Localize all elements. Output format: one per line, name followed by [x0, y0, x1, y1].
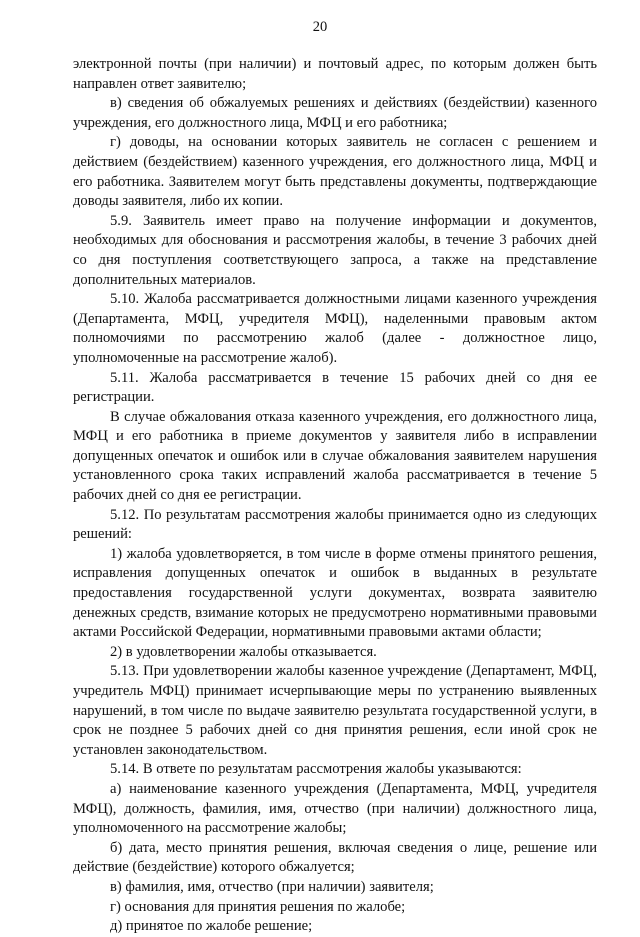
- paragraph-answer-g: г) основания для принятия решения по жалобе;: [110, 898, 406, 915]
- paragraph-5-10: 5.10. Жалоба рассматривается должностными лицами казенного учреждения (Департамента, МФЦ, учредителя МФЦ), наделенными правовым актом полномочиями по рассмотрению жалоб (далее - должностное лицо, уполномоченные на рассмотрение жалоб).: [73, 291, 597, 366]
- document-body: [73, 55, 597, 937]
- paragraph-answer-b: б) дата, место принятия решения, включая сведения о лице, решение или действие (бездействие) которого обжалуется;: [73, 839, 597, 876]
- paragraph-answer-v: в) фамилия, имя, отчество (при наличии) заявителя;: [110, 878, 434, 895]
- paragraph-5-12: 5.12. По результатам рассмотрения жалобы принимается одно из следующих решений:: [73, 506, 597, 543]
- paragraph-contact-continuation: электронной почты (при наличии) и почтовый адрес, по которым должен быть направлен ответ заявителю;: [73, 56, 597, 92]
- paragraph-answer-d: д) принятое по жалобе решение;: [110, 918, 313, 935]
- paragraph-5-13: 5.13. При удовлетворении жалобы казенное учреждение (Департамент, МФЦ, учредитель МФЦ) принимает исчерпывающие меры по устранению выявленных нарушений, в том числе по выдаче заявителю результата государственной услуги, в срок не позднее 5 рабочих дней со дня принятия решения, если иной срок не установлен законодательством.: [73, 663, 597, 758]
- paragraph-decision-2: 2) в удовлетворении жалобы отказывается.: [110, 643, 377, 660]
- paragraph-5-14: 5.14. В ответе по результатам рассмотрения жалобы указываются:: [110, 761, 522, 778]
- paragraph-item-v: в) сведения об обжалуемых решениях и действиях (бездействии) казенного учреждения, его должностного лица, МФЦ и его работника;: [73, 95, 597, 131]
- paragraph-5-11-refusal-case: В случае обжалования отказа казенного учреждения, его должностного лица, МФЦ и его работника в приеме документов у заявителя либо в исправлении допущенных опечаток и ошибок или в случае обжалования заявителем нарушения установленного срока таких исправлений жалоба рассматривается в течение 5 рабочих дней со дня ее регистрации.: [73, 408, 597, 504]
- paragraph-decision-1: 1) жалоба удовлетворяется, в том числе в форме отмены принятого решения, исправления допущенных опечаток и ошибок в выданных в результате предоставления государственной услуги документах, возврата заявителю денежных средств, взимание которых не предусмотрено нормативными правовыми актами Российской Федерации, нормативными правовыми актами области;: [73, 545, 597, 641]
- page-number: 20: [312, 19, 328, 35]
- paragraph-answer-a: а) наименование казенного учреждения (Департамента, МФЦ, учредителя МФЦ), должность, фамилия, имя, отчество (при наличии) должностного лица, уполномоченного на рассмотрение жалобы;: [73, 780, 597, 837]
- paragraph-5-9: 5.9. Заявитель имеет право на получение информации и документов, необходимых для обоснования и рассмотрения жалобы, в течение 3 рабочих дней со дня поступления соответствующего запроса, а также на представление дополнительных материалов.: [73, 212, 597, 288]
- paragraph-item-g: г) доводы, на основании которых заявитель не согласен с решением и действием (бездействием) казенного учреждения, его должностного лица, МФЦ и его работника. Заявителем могут быть представлены документы, подтверждающие доводы заявителя, либо их копии.: [73, 134, 597, 210]
- paragraph-5-11: 5.11. Жалоба рассматривается в течение 15 рабочих дней со дня ее регистрации.: [73, 369, 597, 406]
